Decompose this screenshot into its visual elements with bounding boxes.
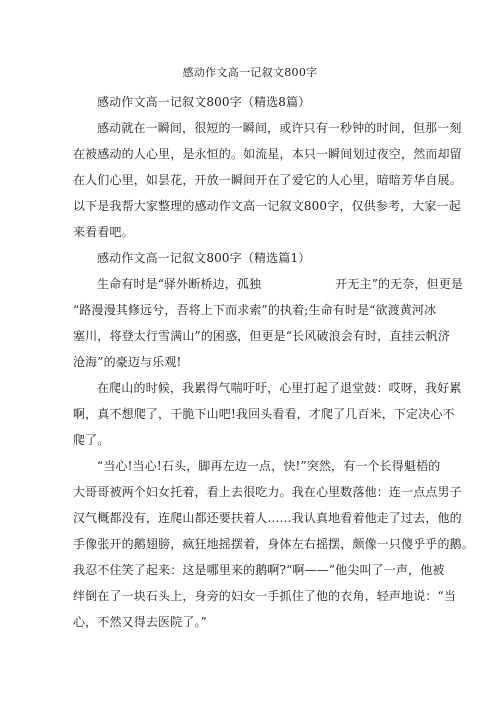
paragraph-line: 我忍不住笑了起来：这是哪里来的鹅啊?“啊——”他尖叫了一声，他被 <box>73 563 445 577</box>
paragraph-line: 啊，真不想爬了，干脆下山吧!我回头看看，才爬了几百米，下定决心不 <box>73 407 455 421</box>
paragraph-line: 在人们心里，如昙花，开放一瞬间开在了爱它的人心里，暗暗芳华自展。 <box>73 173 462 187</box>
document-subtitle: 感动作文高一记叙文800字（精选8篇） <box>97 95 311 109</box>
paragraph-line: “路漫漫其修远兮，吾将上下而求索”的执着;生命有时是“欲渡黄河冰 <box>73 303 437 317</box>
paragraph-line: 手像张开的鹅翅膀，疯狂地摇摆着，身体左右摇摆，颇像一只傻乎乎的鹅。 <box>73 537 474 551</box>
document-title: 感动作文高一记叙文800字 <box>182 66 318 79</box>
paragraph-line: 以下是我帮大家整理的感动作文高一记叙文800字，仅供参考，大家一起 <box>73 199 461 213</box>
paragraph-line: 绊倒在了一块石头上，身旁的妇女一手抓住了他的衣角，轻声地说：“当 <box>73 589 456 603</box>
paragraph-line: 沧海”的豪迈与乐观! <box>73 355 182 369</box>
paragraph-line: 爬了。 <box>73 433 110 447</box>
paragraph-line: 在爬山的时候，我累得气喘吁吁，心里打起了退堂鼓：哎呀，我好累 <box>97 381 462 395</box>
paragraph-line: 来看看吧。 <box>73 225 134 239</box>
section-title: 感动作文高一记叙文800字（精选篇1） <box>97 251 311 265</box>
paragraph-line: 心，不然又得去医院了。” <box>73 615 207 629</box>
paragraph-line: 在被感动的人心里，是永恒的。如流星，本只一瞬间划过夜空，然而却留 <box>73 147 462 161</box>
paragraph-line: “当心!当心!石头，脚再左边一点，快!”突然，有一个长得魁梧的 <box>97 459 441 473</box>
paragraph-line: 大哥哥被两个妇女托着，看上去很吃力。我在心里数落他：连一点点男子 <box>73 485 462 499</box>
paragraph-fragment: 生命有时是“驿外断桥边，孤独 <box>97 277 262 291</box>
paragraph-line: 感动就在一瞬间，很短的一瞬间，或许只有一秒钟的时间，但那一刻 <box>97 121 462 135</box>
paragraph-fragment: 开无主”的无奈，但更是 <box>335 277 464 291</box>
paragraph-line <box>97 277 464 291</box>
paragraph-line: 汉气概都没有，连爬山都还要扶着人……我认真地看着他走了过去，他的 <box>73 511 462 525</box>
paragraph-line: 塞川，将登太行雪满山”的困惑，但更是“长风破浪会有时，直挂云帆济 <box>73 329 451 343</box>
